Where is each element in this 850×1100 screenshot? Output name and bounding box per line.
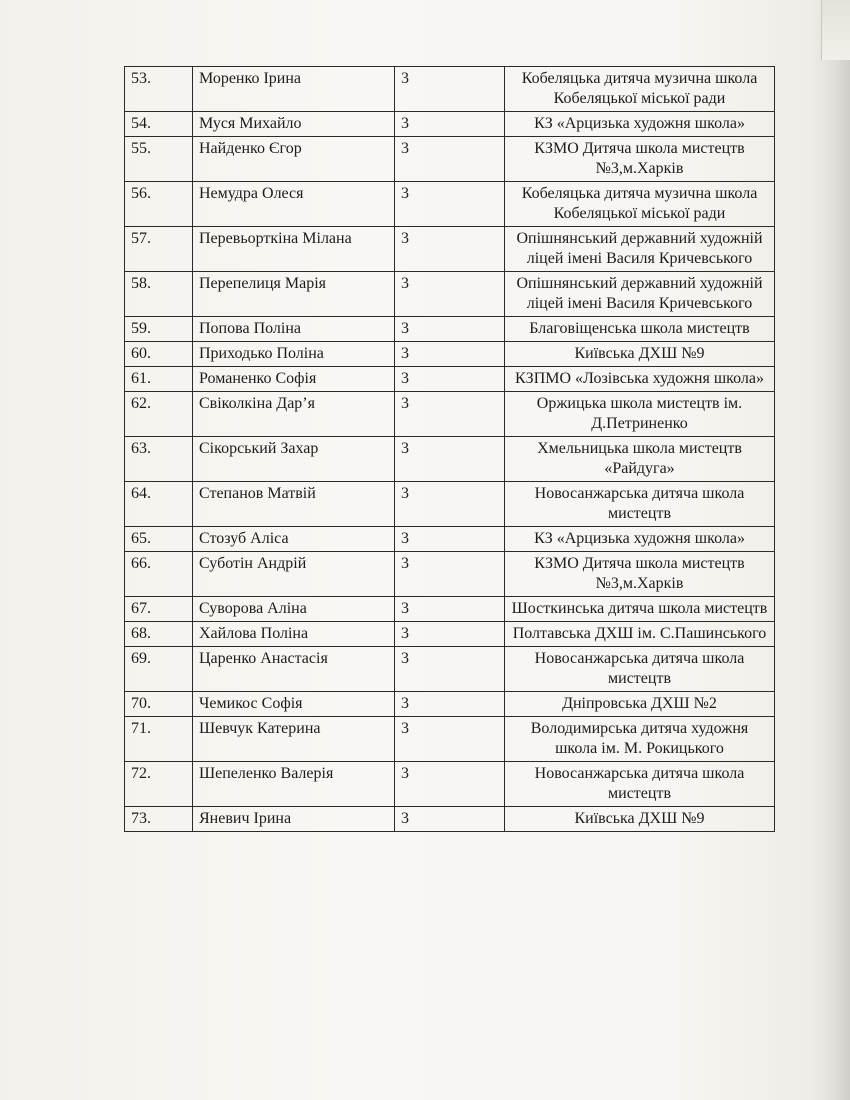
grade: 3 (395, 647, 505, 692)
row-number: 54. (125, 112, 193, 137)
school-name: КЗ «Арцизька художня школа» (505, 112, 775, 137)
row-number: 69. (125, 647, 193, 692)
row-number: 63. (125, 437, 193, 482)
school-name: КЗМО Дитяча школа мистецтв №3,м.Харків (505, 137, 775, 182)
row-number: 65. (125, 527, 193, 552)
school-name: Київська ДХШ №9 (505, 342, 775, 367)
student-name: Немудра Олеся (193, 182, 395, 227)
student-name: Хайлова Поліна (193, 622, 395, 647)
student-name: Суботін Андрій (193, 552, 395, 597)
row-number: 56. (125, 182, 193, 227)
page-corner-fold (821, 0, 850, 60)
students-table-body (125, 67, 775, 832)
student-name: Романенко Софія (193, 367, 395, 392)
school-name: Опішнянський державний художній ліцей імені Василя Кричевського (505, 227, 775, 272)
grade: 3 (395, 392, 505, 437)
grade: 3 (395, 437, 505, 482)
grade: 3 (395, 527, 505, 552)
grade: 3 (395, 342, 505, 367)
student-name: Яневич Ірина (193, 807, 395, 832)
table-row (125, 367, 775, 392)
grade: 3 (395, 67, 505, 112)
row-number: 64. (125, 482, 193, 527)
row-number: 68. (125, 622, 193, 647)
student-name: Чемикос Софія (193, 692, 395, 717)
school-name: Благовіщенська школа мистецтв (505, 317, 775, 342)
school-name: Хмельницька школа мистецтв «Райдуга» (505, 437, 775, 482)
school-name: Дніпровська ДХШ №2 (505, 692, 775, 717)
grade: 3 (395, 482, 505, 527)
student-name: Суворова Аліна (193, 597, 395, 622)
grade: 3 (395, 227, 505, 272)
table-row (125, 552, 775, 597)
row-number: 60. (125, 342, 193, 367)
school-name: Кобеляцька дитяча музична школа Кобеляцької міської ради (505, 182, 775, 227)
student-name: Шепеленко Валерія (193, 762, 395, 807)
row-number: 70. (125, 692, 193, 717)
school-name: Шосткинська дитяча школа мистецтв (505, 597, 775, 622)
grade: 3 (395, 137, 505, 182)
table-row (125, 227, 775, 272)
school-name: КЗПМО «Лозівська художня школа» (505, 367, 775, 392)
student-name: Стозуб Аліса (193, 527, 395, 552)
student-name: Царенко Анастасія (193, 647, 395, 692)
table-row (125, 392, 775, 437)
school-name: Полтавська ДХШ ім. С.Пашинського (505, 622, 775, 647)
page-edge-shadow (810, 0, 850, 1100)
grade: 3 (395, 692, 505, 717)
row-number: 57. (125, 227, 193, 272)
school-name: Кобеляцька дитяча музична школа Кобеляцької міської ради (505, 67, 775, 112)
grade: 3 (395, 272, 505, 317)
row-number: 61. (125, 367, 193, 392)
row-number: 53. (125, 67, 193, 112)
table-row (125, 272, 775, 317)
student-name: Найденко Єгор (193, 137, 395, 182)
student-name: Перевьорткіна Мілана (193, 227, 395, 272)
school-name: Новосанжарська дитяча школа мистецтв (505, 482, 775, 527)
grade: 3 (395, 552, 505, 597)
table-row (125, 527, 775, 552)
table-row (125, 762, 775, 807)
school-name: Опішнянський державний художній ліцей імені Василя Кричевського (505, 272, 775, 317)
students-table (124, 66, 775, 832)
grade: 3 (395, 762, 505, 807)
student-name: Моренко Ірина (193, 67, 395, 112)
table-row (125, 597, 775, 622)
table-row (125, 647, 775, 692)
student-name: Приходько Поліна (193, 342, 395, 367)
student-name: Перепелиця Марія (193, 272, 395, 317)
grade: 3 (395, 717, 505, 762)
school-name: Новосанжарська дитяча школа мистецтв (505, 647, 775, 692)
table-row (125, 692, 775, 717)
school-name: Київська ДХШ №9 (505, 807, 775, 832)
table-row (125, 317, 775, 342)
school-name: Оржицька школа мистецтв ім. Д.Петриненко (505, 392, 775, 437)
student-name: Муся Михайло (193, 112, 395, 137)
row-number: 72. (125, 762, 193, 807)
table-row (125, 67, 775, 112)
row-number: 66. (125, 552, 193, 597)
school-name: КЗМО Дитяча школа мистецтв №3,м.Харків (505, 552, 775, 597)
table-row (125, 482, 775, 527)
grade: 3 (395, 807, 505, 832)
row-number: 73. (125, 807, 193, 832)
table-row (125, 182, 775, 227)
grade: 3 (395, 597, 505, 622)
student-name: Степанов Матвій (193, 482, 395, 527)
school-name: Новосанжарська дитяча школа мистецтв (505, 762, 775, 807)
grade: 3 (395, 367, 505, 392)
student-name: Шевчук Катерина (193, 717, 395, 762)
school-name: Володимирська дитяча художня школа ім. М. Рокицького (505, 717, 775, 762)
grade: 3 (395, 182, 505, 227)
student-name: Свіколкіна Дар’я (193, 392, 395, 437)
row-number: 59. (125, 317, 193, 342)
grade: 3 (395, 317, 505, 342)
table-row (125, 437, 775, 482)
row-number: 58. (125, 272, 193, 317)
grade: 3 (395, 622, 505, 647)
table-row (125, 807, 775, 832)
student-name: Сікорський Захар (193, 437, 395, 482)
table-row (125, 112, 775, 137)
table-row (125, 622, 775, 647)
table-row (125, 717, 775, 762)
school-name: КЗ «Арцизька художня школа» (505, 527, 775, 552)
student-name: Попова Поліна (193, 317, 395, 342)
table-row (125, 137, 775, 182)
row-number: 55. (125, 137, 193, 182)
grade: 3 (395, 112, 505, 137)
row-number: 67. (125, 597, 193, 622)
table-row (125, 342, 775, 367)
row-number: 71. (125, 717, 193, 762)
row-number: 62. (125, 392, 193, 437)
